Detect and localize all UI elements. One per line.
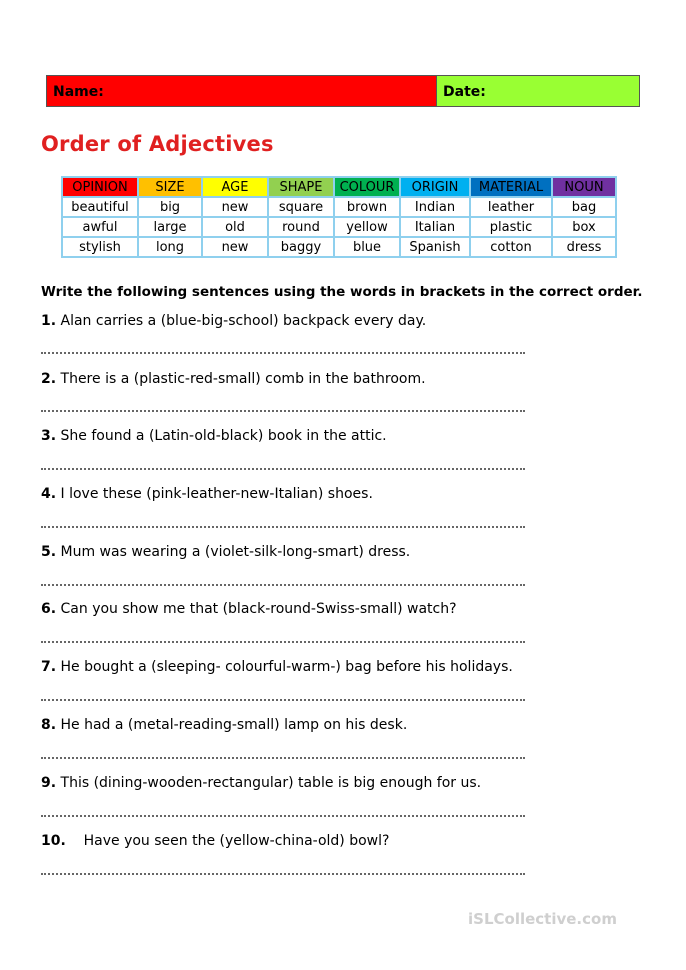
question-text: She found a (Latin-old-black) book in the attic. [60, 428, 387, 444]
question-text: I love these (pink-leather-new-Italian) shoes. [60, 486, 373, 502]
question [41, 313, 426, 329]
answer-line[interactable] [41, 526, 525, 528]
answer-line[interactable] [41, 873, 525, 875]
table-cell: plastic [470, 217, 552, 237]
table-row [62, 197, 616, 217]
table-cell: Indian [400, 197, 470, 217]
table-cell: old [202, 217, 268, 237]
name-date-bar [46, 75, 640, 107]
question-text: He bought a (sleeping- colourful-warm-) bag before his holidays. [60, 659, 513, 675]
question-number: 1. [41, 313, 57, 329]
answer-line[interactable] [41, 699, 525, 701]
table-cell: bag [552, 197, 616, 217]
header-cell: NOUN [552, 177, 616, 197]
table-cell: yellow [334, 217, 400, 237]
question [41, 371, 426, 387]
question-text: He had a (metal-reading-small) lamp on his desk. [60, 717, 408, 733]
table-cell: Italian [400, 217, 470, 237]
question [41, 717, 407, 733]
header-cell: SHAPE [268, 177, 334, 197]
page-title: Order of Adjectives [41, 132, 274, 156]
table-cell: big [138, 197, 202, 217]
table-cell: blue [334, 237, 400, 257]
question-number: 3. [41, 428, 57, 444]
question-number: 9. [41, 775, 57, 791]
question-text: Can you show me that (black-round-Swiss-small) watch? [60, 601, 457, 617]
table-row [62, 237, 616, 257]
table-cell: new [202, 237, 268, 257]
question-text: There is a (plastic-red-small) comb in the bathroom. [60, 371, 426, 387]
answer-line[interactable] [41, 641, 525, 643]
header-cell: OPINION [62, 177, 138, 197]
table-cell: cotton [470, 237, 552, 257]
question [41, 659, 513, 675]
adjective-order-table [61, 176, 617, 258]
header-cell: MATERIAL [470, 177, 552, 197]
question-text: Have you seen the (yellow-china-old) bowl? [83, 833, 390, 849]
header-cell: COLOUR [334, 177, 400, 197]
table-cell: baggy [268, 237, 334, 257]
question-text: Alan carries a (blue-big-school) backpack every day. [60, 313, 427, 329]
question-number: 8. [41, 717, 57, 733]
question [41, 428, 387, 444]
table-cell: dress [552, 237, 616, 257]
table-cell: new [202, 197, 268, 217]
question [41, 544, 410, 560]
table-cell: box [552, 217, 616, 237]
site-watermark: iSLCollective.com [468, 910, 617, 928]
instructions: Write the following sentences using the words in brackets in the correct order. [41, 284, 643, 300]
table-cell: Spanish [400, 237, 470, 257]
table-cell: leather [470, 197, 552, 217]
question [41, 775, 481, 791]
table-cell: round [268, 217, 334, 237]
header-cell: AGE [202, 177, 268, 197]
table-cell: square [268, 197, 334, 217]
name-label: Name: [47, 76, 437, 106]
question-text: Mum was wearing a (violet-silk-long-smart) dress. [60, 544, 411, 560]
table-cell: beautiful [62, 197, 138, 217]
table-cell: brown [334, 197, 400, 217]
question [41, 486, 373, 502]
question [41, 601, 457, 617]
answer-line[interactable] [41, 468, 525, 470]
question-number: 2. [41, 371, 57, 387]
answer-line[interactable] [41, 815, 525, 817]
question-number: 4. [41, 486, 57, 502]
answer-line[interactable] [41, 584, 525, 586]
answer-line[interactable] [41, 757, 525, 759]
table-cell: large [138, 217, 202, 237]
question-text: This (dining-wooden-rectangular) table is big enough for us. [60, 775, 482, 791]
header-cell: ORIGIN [400, 177, 470, 197]
question-number: 10. [41, 833, 66, 849]
answer-line[interactable] [41, 352, 525, 354]
table-cell: stylish [62, 237, 138, 257]
answer-line[interactable] [41, 410, 525, 412]
question-number: 5. [41, 544, 57, 560]
table-cell: long [138, 237, 202, 257]
date-label: Date: [437, 76, 639, 106]
question [41, 833, 389, 849]
table-cell: awful [62, 217, 138, 237]
table-header-row [62, 177, 616, 197]
question-number: 6. [41, 601, 57, 617]
table-row [62, 217, 616, 237]
header-cell: SIZE [138, 177, 202, 197]
question-number: 7. [41, 659, 57, 675]
